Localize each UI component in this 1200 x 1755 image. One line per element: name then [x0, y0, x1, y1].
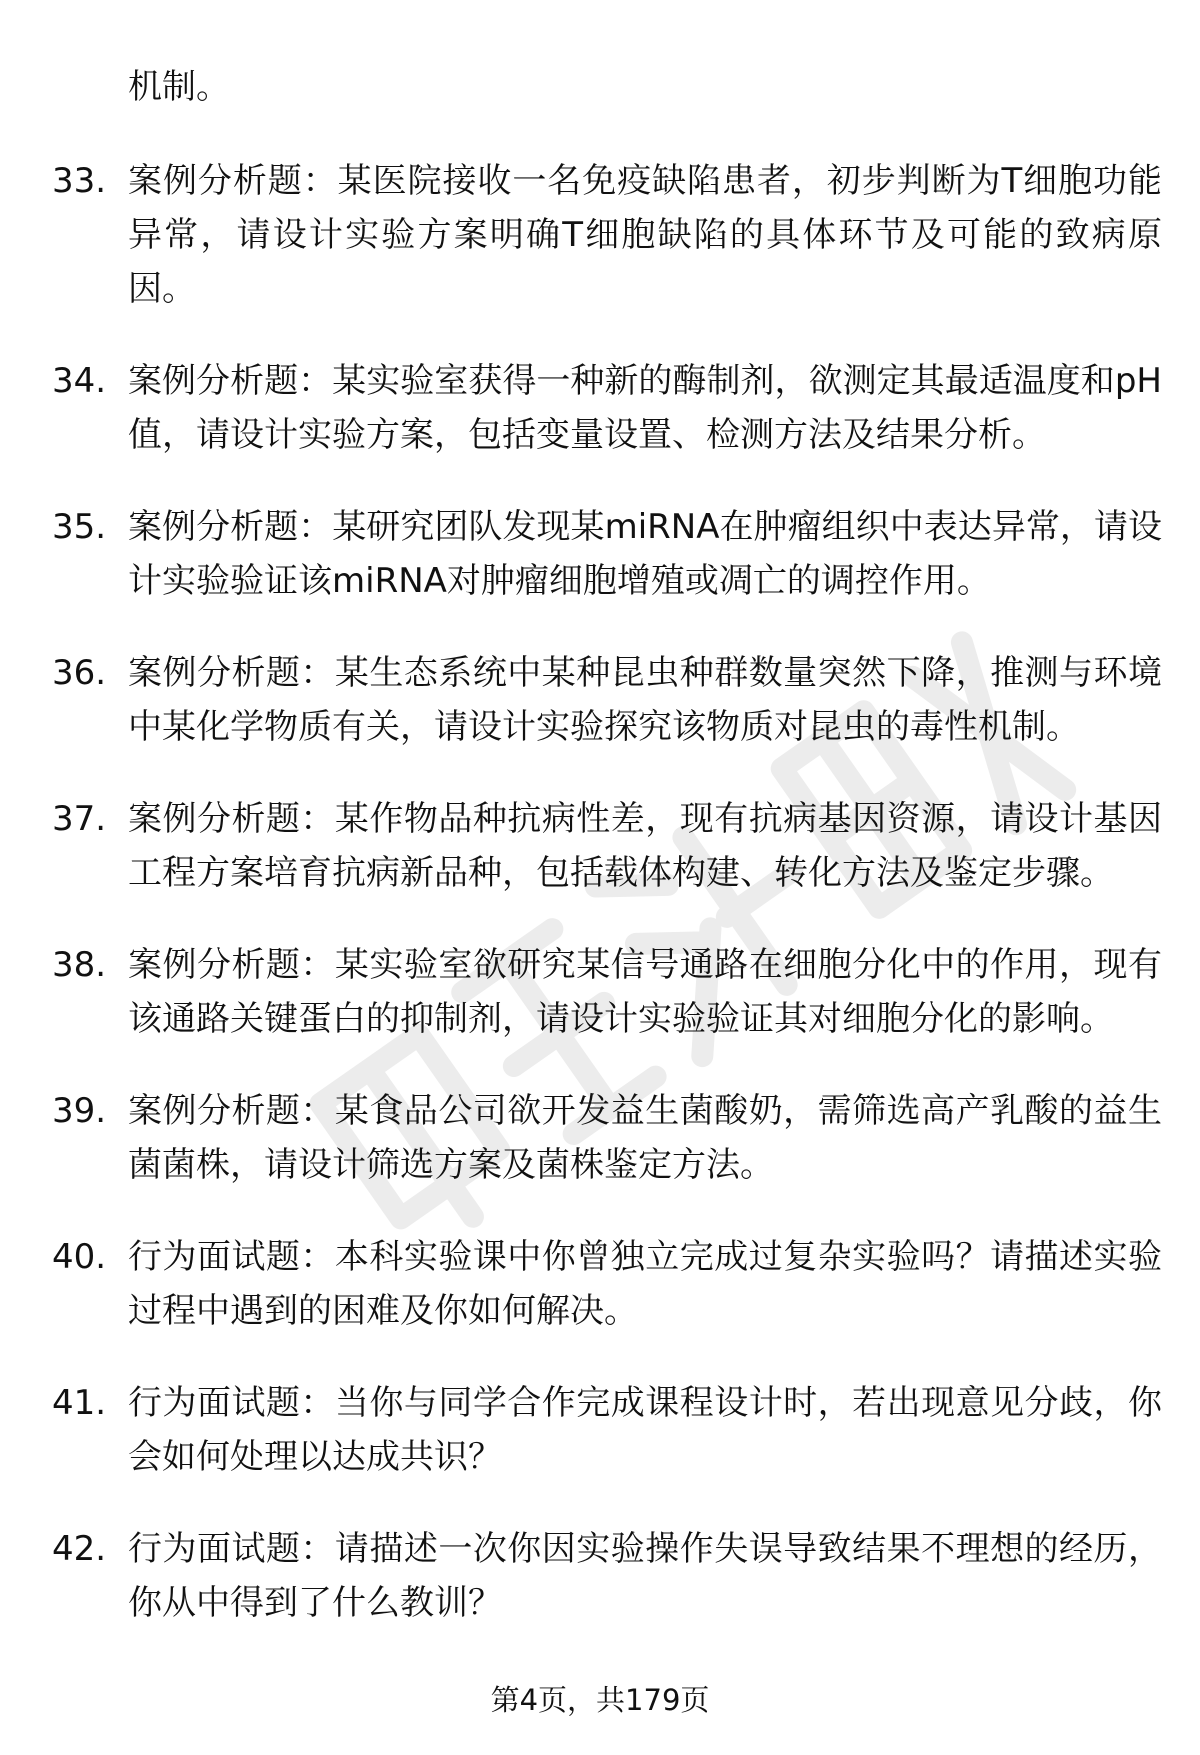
- question-number: 35.: [52, 507, 107, 547]
- question-item: [52, 938, 1162, 1046]
- question-number: 34.: [52, 361, 107, 401]
- question-text: 案例分析题：某作物品种抗病性差，现有抗病基因资源，请设计基因工程方案培育抗病新品种，包括载体构建、转化方法及鉴定步骤。: [128, 799, 1162, 893]
- question-text: 行为面试题：当你与同学合作完成课程设计时，若出现意见分歧，你会如何处理以达成共识？: [128, 1383, 1162, 1477]
- question-list: [52, 60, 1162, 1668]
- question-number: 36.: [52, 653, 107, 693]
- question-item: [52, 154, 1162, 316]
- page-footer: 第4页，共179页: [490, 1683, 710, 1717]
- question-number: 38.: [52, 945, 107, 985]
- question-number: 41.: [52, 1383, 107, 1423]
- question-item: [52, 500, 1162, 608]
- question-item: [52, 792, 1162, 900]
- question-item: [52, 1230, 1162, 1338]
- question-number: 33.: [52, 161, 107, 201]
- question-number: 37.: [52, 799, 107, 839]
- question-text: 案例分析题：某生态系统中某种昆虫种群数量突然下降，推测与环境中某化学物质有关，请设计实验探究该物质对昆虫的毒性机制。: [128, 653, 1162, 747]
- question-number: 39.: [52, 1091, 107, 1131]
- question-text: 案例分析题：某研究团队发现某miRNA在肿瘤组织中表达异常，请设计实验验证该miRNA对肿瘤细胞增殖或凋亡的调控作用。: [128, 507, 1162, 601]
- question-item: [52, 354, 1162, 462]
- question-number: 42.: [52, 1529, 107, 1569]
- continuation-text: 机制。: [128, 67, 230, 107]
- question-item: [52, 1522, 1162, 1630]
- question-text: 行为面试题：请描述一次你因实验操作失误导致结果不理想的经历，你从中得到了什么教训？: [128, 1529, 1162, 1623]
- question-item: [52, 1084, 1162, 1192]
- question-text: 案例分析题：某实验室获得一种新的酶制剂，欲测定其最适温度和pH值，请设计实验方案，包括变量设置、检测方法及结果分析。: [128, 361, 1162, 455]
- question-text: 案例分析题：某医院接收一名免疫缺陷患者，初步判断为T细胞功能异常，请设计实验方案明确T细胞缺陷的具体环节及可能的致病原因。: [128, 161, 1162, 309]
- question-text: 行为面试题：本科实验课中你曾独立完成过复杂实验吗？请描述实验过程中遇到的困难及你如何解决。: [128, 1237, 1162, 1331]
- question-item: [52, 1376, 1162, 1484]
- question-text: 案例分析题：某食品公司欲开发益生菌酸奶，需筛选高产乳酸的益生菌菌株，请设计筛选方案及菌株鉴定方法。: [128, 1091, 1162, 1185]
- question-number: 40.: [52, 1237, 107, 1277]
- question-text: 案例分析题：某实验室欲研究某信号通路在细胞分化中的作用，现有该通路关键蛋白的抑制剂，请设计实验验证其对细胞分化的影响。: [128, 945, 1162, 1039]
- question-item: [52, 646, 1162, 754]
